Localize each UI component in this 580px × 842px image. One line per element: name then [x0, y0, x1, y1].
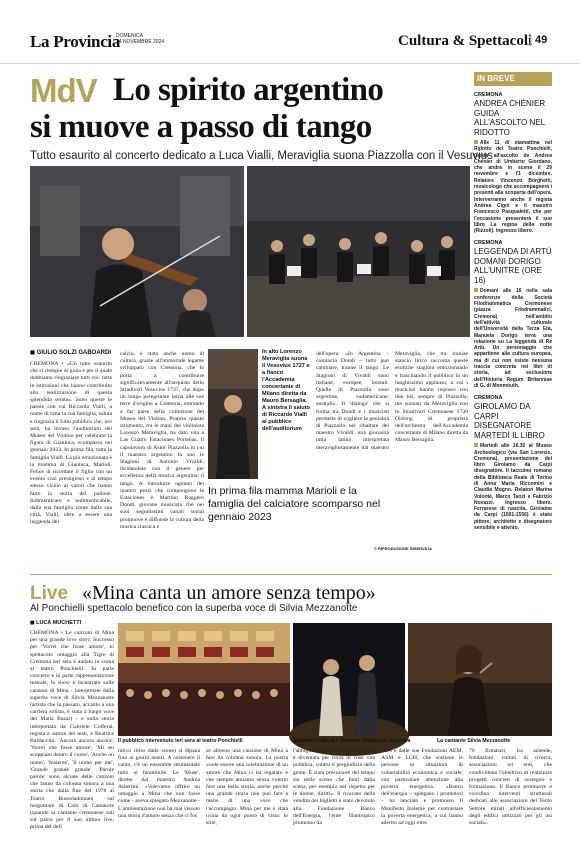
photo-violinist	[30, 166, 244, 337]
second-column-6: 70 firmatari, tra aziende, fondazioni, istituti di ricerca, associazioni ed enti, che condividono l'obiettivo di realizzare progetti concreti di sostegno e formazione. Il Banco promuove e coordina interventi strutturali dedicati alle associazioni del Terzo Settore mirati all'efficientamento degli edifici utilizzati per gli usi sociali».	[469, 748, 552, 827]
lead-byline: ◼ GIULIO SOLZI GABOARDI	[30, 350, 111, 356]
brief-city: CREMONA	[474, 240, 503, 247]
lead-headline-line2: si muove a passo di tango	[30, 109, 372, 145]
photo-caption-singer: La cantante Silvia Mezzanotte	[437, 738, 511, 744]
photo-orchestra	[247, 166, 470, 337]
photo-theatre	[118, 623, 290, 736]
page-number: 49	[530, 34, 547, 46]
second-author: LUCA MUCHETTI	[36, 620, 82, 626]
second-headline: «Mina canta un amore senza tempo»	[82, 582, 376, 604]
lead-column-2: calcio, è stato anche uomo di cultura, grazie all'immortale legame sviluppato con Cremona, che lo porta a contribuire significativamente all'acquisto dello Stradivari Vesuvius 1727, che dopo un lungo peregrinare torna alle sue terre d'origine a Cremona, entrando a far parte della collezione del Museo del Violino. Proprio questo strumento, tra le mani del violinista Lorenzo Meraviglia, ha dato vita a Las Cuatro Estaciones Porteñas, il capolavoro di Astor Piazzolla in cui il maestro argentino fa suo le Stagioni di Antonio Vivaldi, ibridandole con il genere per eccellenza della musica argentina: il tango. A introdurre ognuno dei quattro pezzi che compongono le Estaciones è Martino Ruggero Dondi, giovane musicista che nei suoi seguitissimi canali social promuove e diffonde la cultura della musica classica e	[120, 351, 204, 530]
section-tag-mdv: MdV	[30, 72, 97, 109]
performers-illustration	[293, 623, 405, 736]
newspaper-name: La Provincia	[30, 32, 121, 51]
second-column-5: A2A e dalle sue Fondazioni AEM, ASM e LGH, che sostiene le persone in situazioni di vulnerabilità economica e sociale, con particolare attenzione alla povertà energetica. «Banco dell'energia – spiegano i promotori – ha lanciato e promosso Il Manifesto Insieme per contrastare la povertà energetica, a cui hanno aderito ad oggi oltre	[381, 748, 463, 827]
photo-caption-theatre: Il pubblico intervenuto ieri sera al teatro Ponchielli	[118, 738, 243, 744]
second-byline: ◼ LUCA MUCHETTI	[30, 620, 82, 626]
theatre-illustration	[118, 623, 290, 736]
page-header	[0, 0, 580, 64]
brief-item	[474, 395, 552, 531]
photo-caption-performers: Gabriele Colferai e Beatrice Baldaccini in scena	[293, 738, 411, 744]
speaker-illustration	[208, 349, 258, 479]
brief-text: Alle 11 di stamattina nel Ridotto del Teatro Ponchielli, Guida all'ascolto de Andrea Chénier di Umberto Giordano, che andrà in scena il 29 novembre e l'1 dicembre. Relatore Vincenzo Borghetti, musicologo che accompagnerà i presenti alla scoperta dell'opera. Interverranno anche il regista Andrea Cigni e il maestro Francesco Pasqualetti, che per l'occasione presenterà il suo libro La regina della notte (Rizzoli). Ingresso libero.	[474, 140, 552, 235]
second-column-1: CREMONA • Le canzoni di Mina per una grande love story. Successo per 'Vorrei che fosse amore', lo spettacolo omaggio alla Tigre di Cremona ieri sera è andato in scena al teatro Ponchielli. In parte concerto e in parte rappresentazione teatrale, lo show è incentrato sulle canzoni di Mina - interpretate dalla superba voce di Silvia Mezzanotte (artista che in passato, accanto a una carriera solista, è stata a lungo voce dei Matia Bazar) - e sulla storia interpretata da Gabriele Colferai, regista e autore dei testi, e Beatrice Baldaccini. 'Ancora ancora ancora', 'Vorrei che fosse amore', 'Mi sei scoppiato dentro il cuore', 'Anche un uomo', 'Insieme', 'Il uomo per me', 'Grande grande grande', 'Parole parole' sono alcune delle canzoni che fanno da colonna sonora a una storia che dalla fine del 1978 al Teatro Bussoladomani sul lungomare di Lido di Camaiore (quando la cantante cremonese salì sul palco per il suo ultimo live, prima del defi	[30, 630, 114, 831]
lead-headline	[30, 72, 470, 146]
lead-pullquote: In prima fila mamma Marioli e la famiglia del calciatore scomparso nel gennaio 2023	[208, 485, 381, 523]
issue-full-date: 24 NOVEMBRE 2024	[116, 39, 165, 45]
section-divider	[30, 574, 552, 575]
sidebar-in-breve	[474, 72, 552, 570]
brief-city: CREMONA	[474, 395, 503, 402]
lead-column-3: dell'opera. «In Argentina – comincia Dondi – tutto può cambiare, tranne il tango. Le Stagioni di Vivaldi sono italiane, europee, boreali. Quelle di Piazzolla sono argentine, sudamericane, australi». Il 'dialogo' che si forma tra Dondi e i musicisti permette di cogliere la genialità di Piazzolla nel ribaltare del maestro Vivaldi: una giocosità tutta latina interpretata meravigliosamente dal maestro Meraviglia, che tra ironiae slancio lirico racconta queste esotiche stagioni emozionando e trascinando il pubblico in un lunghissimo applauso, a cui i musicisti hanno risposto con due bis, sempre di Piazzolla, ma suonati da Meraviglia con lo Stradivari Cremonese 1730 Oldring di proprietà dell'orchestra dell'Accademia concertante di Milano diretta da Mauro Bersaglia.	[316, 351, 468, 451]
sidebar-label: IN BREVE	[474, 72, 552, 86]
photo-singer	[408, 623, 552, 736]
second-subtitle: Al Ponchielli spettacolo benefico con la superba voce di Silvia Mezzanotte	[30, 603, 358, 614]
brief-title: GIROLAMO DA CARPI DISEGNATORE MARTEDÌ IL LIBRO	[474, 402, 545, 440]
lead-column-1: CREMONA • «Un tutto esaurito che ci riempie di gioia e per il quale dobbiamo ringraziare tutti voi: tutte le istituzioni che hanno contribuito alla realizzazione di questa splendida serata». Sono queste le parole con cui Riccardo Vialli, a nome di tutta la sua famiglia, saluta e ringrazia il folto pubblico che, ieri sera, ha invaso l'auditorium del Museo del Violino per celebrare la figura di Gianluca, scomparso nel gennaio 2023. In prima fila, tutta la famiglia Vialli. La più emozionata è la mamma di Gianluca, Mariolì. Felice di ricordare il figlio con un evento così prestigioso e al tempo stesso vicino ai valori che hanno fatto la storia del pallone. Indimenticato e indimenticabile, dalla sua famiglia come dalla sua città, Vialli, oltre a essere una leggenda del	[30, 361, 112, 526]
section-tag-live: Live	[30, 583, 69, 604]
photo-performers	[293, 623, 405, 736]
second-column-4: l'abbigliamento, la vita privata che è diventata per forza di cose vita pubblica, contro il pregiudizio della gente. È stata precursore del tempo sia nella scena che fuori dalla scena, per esempio nel rispetto per le donne, diritti». Il ricavato della vendita dei biglietti è stato devoluto alla Fondazione Banco dell'Energia, l'ente filantropico promosso da	[293, 748, 375, 827]
brief-title: LEGGENDA DI ARTÙ DOMANI DORIGO ALL'UNITRE (ORE 16)	[474, 247, 552, 285]
copyright-note: © RIPRODUZIONE RISERVATA	[374, 546, 432, 551]
brief-item	[474, 92, 552, 234]
lead-photo-caption: In alto Lorenzo Meraviglia suona il Vesuvius 1727 e a fianco l'Accademia concertante di Milano diretta da Mauro Bersaglia. A sinistra il saluto di Riccardo Vialli al pubblico dell'auditorium	[262, 349, 310, 432]
brief-text: Martedì alle 16.30 al Museo Archeologico (via San Lorenzo, Cremona), presentazione del libro Girolamo da Carpi disegnatore. Il taccuino romano della Biblioteca Reale di Torino di Anna Maria Riccomini e Claudia Mogno. Relatori Marina Volonté, Marco Tanzi e Fabrizio Novazzi. Ingresso libero. Ferrarese di nascita, Girolamo da Carpi (1501-1556) è stato pittore, architetto e disegnatore sensibile e attento.	[474, 443, 552, 532]
brief-city: CREMONA	[474, 92, 503, 98]
section-name: Cultura & Spettacoli	[398, 33, 533, 49]
issue-day: DOMENICA	[116, 33, 143, 39]
brief-item	[474, 240, 552, 389]
brief-title: ANDREA CHÉNIER GUIDA ALL'ASCOLTO NEL RIDOTTO	[474, 99, 546, 137]
violinist-illustration	[30, 166, 244, 337]
orchestra-illustration	[247, 166, 470, 337]
issue-date	[116, 33, 164, 45]
second-column-3: se almeno una canzone di Mina a fare da colonna sonora. La nostra vuole essere una celebrazione di un amore che Mina ci ha regalato e che sempre amiamo senza volerlo fare una bella storia, anche perché una grande storia non può fare a meno di una voce che l'accompagni. Mina per me è stata icona da ogni punto di vista: lo stile,	[206, 748, 288, 827]
second-column-2: nitivo ritiro dalle scene) si dipana fino ai giorni nostri. A sostenere il canto, c'è un ensemble strumentale tutto al femminile. Le 'Muse', dirette dal maestro Andrea Albertini. «Volevamo offrire un omaggio a Mina che non fosse come - aveva spiegato Mezzanotte - L'ambientazione non ha mai vissuto una storia d'amore senza che ci fos	[118, 748, 200, 819]
singer-illustration	[408, 623, 552, 736]
photo-speaker	[208, 349, 258, 479]
lead-headline-line1: Lo spirito argentino	[113, 72, 384, 108]
brief-text: Domani alle 16 nella sala conferenze della Società Filodrammatica Cremonese (piazza Filodrammatici, Cremona) nell'ambito dell'attività culturale dell'Università della Terza Età, Manuela Dorigo terrà una relazione su La leggenda di Re Artù. Un personaggio che appartiene alla cultura europea, ma di cui non esiste nessuna traccia concreta nei libri di storia, ad esclusione dell'Historia Regum Britanniae di G. di Monmouth.	[474, 288, 552, 389]
lead-author: GIULIO SOLZI GABOARDI	[36, 350, 111, 356]
lead-subtitle: Tutto esaurito al concerto dedicato a Luca Vialli, Meraviglia suona Piazzolla con il Vesuvius	[30, 150, 493, 162]
